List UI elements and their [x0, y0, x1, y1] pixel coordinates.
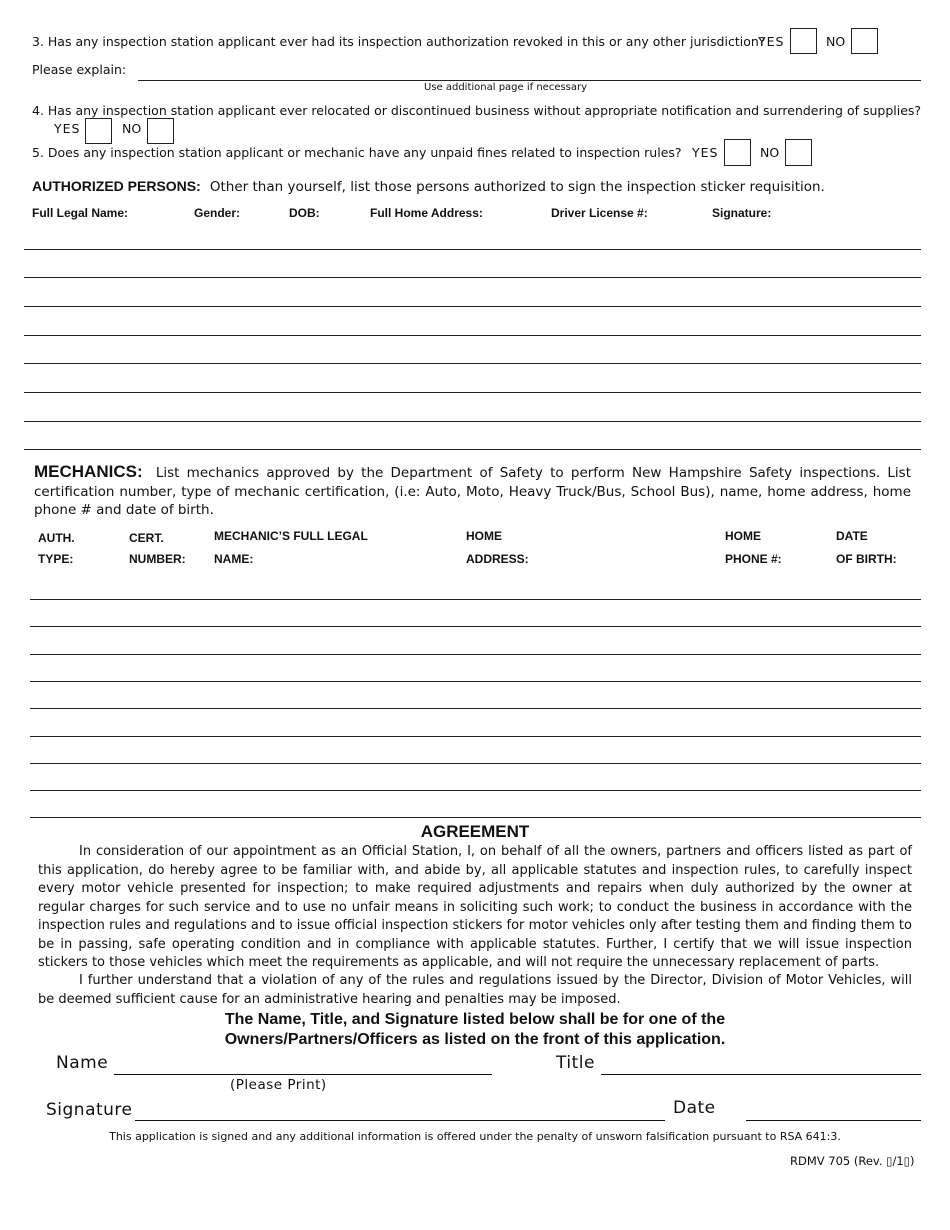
penalty-statement: This application is signed and any additional information is offered under the penalty of unsworn falsification pursuant to RSA 641:3. [109, 1130, 841, 1143]
q3-yes-checkbox[interactable] [790, 28, 817, 54]
name-label: Name [56, 1053, 109, 1073]
mechanic-row-line[interactable] [30, 790, 921, 791]
col-date-of-birth-1: DATE [836, 529, 868, 543]
mechanic-row-line[interactable] [30, 599, 921, 600]
authorized-row-line[interactable] [24, 306, 921, 307]
col-gender: Gender: [194, 206, 241, 220]
q4-yes-label: YES [54, 121, 81, 136]
col-auth-type-1: AUTH. [38, 531, 75, 545]
agreement-title: AGREEMENT [420, 822, 530, 841]
please-print-note: (Please Print) [230, 1077, 327, 1093]
signature-field[interactable] [135, 1120, 665, 1121]
col-dob: DOB: [289, 206, 320, 220]
col-mechanic-name-1: MECHANIC’S FULL LEGAL [214, 529, 368, 543]
question-3-text: 3. Has any inspection station applicant ever had its inspection authorization revoked in this or any other jurisdiction? [32, 34, 766, 49]
q5-no-checkbox[interactable] [785, 139, 812, 166]
agreement-paragraph-1: In consideration of our appointment as an Official Station, I, on behalf of all the owners, partners and officers listed as part of this application, do hereby agree to be familiar with, and abide by, all applicable statutes and inspection rules, to carefully inspect every motor vehicle presented for inspection; to make required adjustments and repairs when duly authorized by the owner at regular charges for such service and to use no unfair means in soliciting such work; to conduct the business in accordance with the inspection rules and regulations and to issue official inspection stickers for motor vehicles only after testing them and finding them to be in passing, safe operating condition and in compliance with applicable statutes. Further, I certify that we will issue inspection stickers to those vehicles which meet the requirements as applicable, and will not require the unnecessary replacement of parts. [38, 844, 912, 970]
col-full-home-address: Full Home Address: [370, 206, 483, 220]
mechanic-row-line[interactable] [30, 817, 921, 818]
date-label: Date [673, 1098, 716, 1118]
mechanic-row-line[interactable] [30, 708, 921, 709]
mechanics-title: MECHANICS: [34, 462, 143, 481]
q3-no-label: NO [826, 34, 846, 49]
q5-yes-checkbox[interactable] [724, 139, 751, 166]
col-signature: Signature: [712, 206, 772, 220]
authorized-persons-header [32, 176, 825, 195]
mechanic-row-line[interactable] [30, 654, 921, 655]
authorized-row-line[interactable] [24, 449, 921, 450]
authorized-row-line[interactable] [24, 249, 921, 250]
q4-yes-checkbox[interactable] [85, 118, 112, 144]
authorized-row-line[interactable] [24, 363, 921, 364]
question-4-text: 4. Has any inspection station applicant ever relocated or discontinued business without appropriate notification and surrendering of supplies? [32, 103, 922, 118]
mechanics-description: List mechanics approved by the Department of Safety to perform New Hampshire Safety inspections. List certification number, type of mechanic certification, (i.e: Auto, Moto, Heavy Truck/Bus, School Bus), name, home address, home phone # and date of birth. [34, 465, 911, 518]
col-home-phone-1: HOME [725, 529, 761, 543]
signer-notice-line-2: Owners/Partners/Officers as listed on the front of this application. [224, 1031, 726, 1048]
signer-notice-line-1: The Name, Title, and Signature listed below shall be for one of the [224, 1011, 726, 1028]
col-full-legal-name: Full Legal Name: [32, 206, 129, 220]
name-field[interactable] [114, 1074, 492, 1075]
q3-yes-label: YES [758, 34, 785, 49]
authorized-persons-description: Other than yourself, list those persons authorized to sign the inspection sticker requisition. [209, 179, 825, 195]
col-auth-type-2: TYPE: [38, 552, 74, 566]
col-home-address-2: ADDRESS: [466, 552, 529, 566]
form-id: RDMV 705 (Rev. ▯/1▯) [790, 1154, 915, 1168]
q5-no-label: NO [760, 145, 780, 160]
col-driver-license: Driver License #: [551, 206, 648, 220]
date-field[interactable] [746, 1120, 921, 1121]
signature-label: Signature [46, 1100, 133, 1120]
authorized-row-line[interactable] [24, 277, 921, 278]
explain-field[interactable] [138, 80, 921, 81]
col-cert-number-2: NUMBER: [129, 552, 186, 566]
authorized-row-line[interactable] [24, 335, 921, 336]
explain-note: Use additional page if necessary [424, 82, 588, 93]
mechanic-row-line[interactable] [30, 763, 921, 764]
authorized-row-line[interactable] [24, 392, 921, 393]
col-date-of-birth-2: OF BIRTH: [836, 552, 897, 566]
col-home-address-1: HOME [466, 529, 502, 543]
col-cert-number-1: CERT. [129, 531, 164, 545]
mechanic-row-line[interactable] [30, 681, 921, 682]
mechanic-row-line[interactable] [30, 626, 921, 627]
agreement-paragraph-2: I further understand that a violation of any of the rules and regulations issued by the Director, Division of Motor Vehicles, will be deemed sufficient cause for an administrative hearing and penalties may be imposed. [38, 973, 912, 1007]
authorized-persons-title: AUTHORIZED PERSONS: [32, 178, 201, 194]
col-mechanic-name-2: NAME: [214, 552, 254, 566]
explain-label: Please explain: [32, 62, 127, 77]
q5-yes-label: YES [692, 145, 719, 160]
authorized-row-line[interactable] [24, 421, 921, 422]
mechanics-header [34, 463, 911, 520]
title-field[interactable] [601, 1074, 921, 1075]
q4-no-label: NO [122, 121, 142, 136]
col-home-phone-2: PHONE #: [725, 552, 782, 566]
question-5-text: 5. Does any inspection station applicant or mechanic have any unpaid fines related to inspection rules? [32, 145, 682, 160]
q4-no-checkbox[interactable] [147, 118, 174, 144]
q3-no-checkbox[interactable] [851, 28, 878, 54]
title-label: Title [556, 1053, 595, 1073]
mechanic-row-line[interactable] [30, 736, 921, 737]
